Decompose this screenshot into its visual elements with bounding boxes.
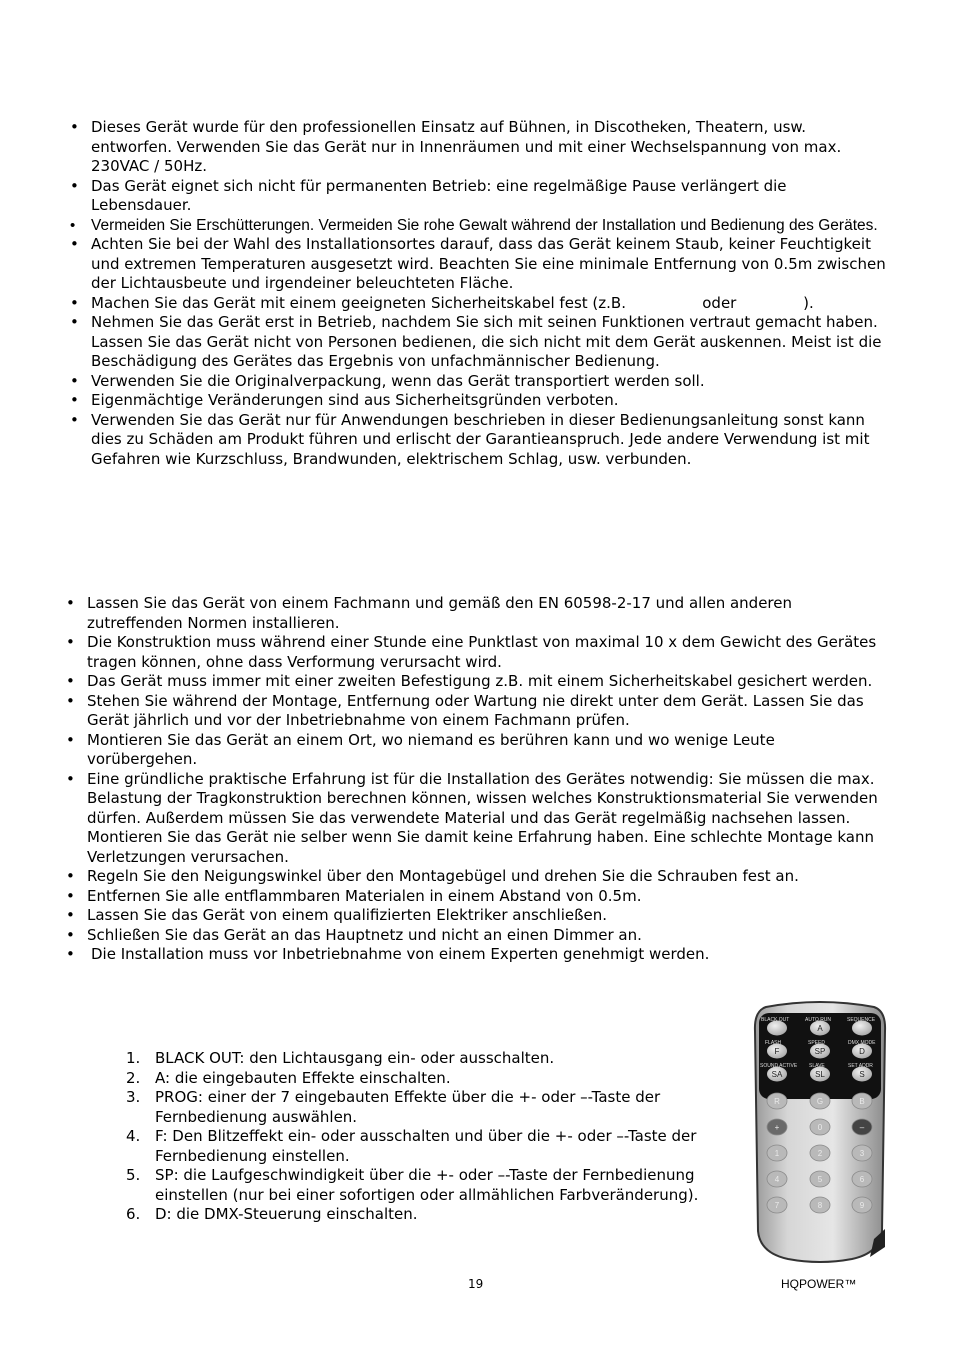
svg-text:AUTO RUN: AUTO RUN bbox=[805, 1017, 832, 1023]
bullet-icon: • bbox=[70, 176, 79, 195]
list-item: • Das Gerät muss immer mit einer zweiten Befestigung z.B. mit einem Sicherheitskabel gesichert werden. bbox=[66, 672, 873, 690]
list-item: • Die Konstruktion muss während einer Stunde eine Punktlast von maximal 10 x dem Gewicht des Gerätes tragen können, ohne dass Verformung verursacht wird. bbox=[66, 633, 877, 671]
remote-button-label: 6 bbox=[859, 1175, 865, 1184]
remote-button-label: SA bbox=[771, 1070, 783, 1079]
bullet-icon: • bbox=[66, 672, 75, 690]
bullet-icon: • bbox=[70, 216, 76, 234]
list-item: 5. SP: die Laufgeschwindigkeit über die +- oder –-Taste der Fernbedienung einstellen (nur bei einer sofortigen oder allmählichen Farbveränderung). bbox=[126, 1166, 699, 1204]
remote-button-label: SP bbox=[814, 1047, 826, 1056]
list-item: • Eine gründliche praktische Erfahrung ist für die Installation des Gerätes notwendig: Sie müssen die max. Belastung der Tragkonstruktion berechnen können, wissen welches Konstruktionsmaterial Sie verwenden dürfen. Außerdem müssen Sie das verwendete Material und das Gerät regelmäßig nachsehen lassen. Montieren Sie das Gerät nie selber wenn Sie damit keine Erfahrung haben. Eine schlechte Montage kann Verletzungen verursachen. bbox=[66, 769, 878, 866]
list-item: • Das Gerät eignet sich nicht für permanenten Betrieb: eine regelmäßige Pause verlängert die Lebensdauer. bbox=[70, 176, 787, 214]
remote-button-label: D bbox=[859, 1047, 865, 1056]
remote-button-label: 8 bbox=[817, 1201, 823, 1210]
list-item: • Lassen Sie das Gerät von einem qualifizierten Elektriker anschließen. bbox=[66, 906, 608, 924]
installation-instructions-list bbox=[66, 594, 887, 965]
svg-text:SEQUENCE: SEQUENCE bbox=[847, 1017, 876, 1023]
bullet-icon: • bbox=[70, 391, 79, 409]
svg-text:BLACK OUT: BLACK OUT bbox=[761, 1017, 790, 1023]
remote-button-label: 7 bbox=[774, 1201, 780, 1210]
remote-button-label: 9 bbox=[859, 1201, 865, 1210]
list-item: • Machen Sie das Gerät mit einem geeigneten Sicherheitskabel fest (z.B. oder ). bbox=[70, 293, 814, 312]
svg-text:DMX MODE: DMX MODE bbox=[848, 1040, 876, 1046]
list-item: • Entfernen Sie alle entflammbaren Materialen in einem Abstand von 0.5m. bbox=[66, 886, 642, 905]
page-number: 19 bbox=[468, 1277, 484, 1291]
remote-button-label: G bbox=[816, 1097, 824, 1106]
bullet-icon: • bbox=[66, 691, 75, 710]
bullet-icon: • bbox=[66, 906, 75, 924]
list-item: • Verwenden Sie das Gerät nur für Anwendungen beschrieben in dieser Bedienungsanleitung sonst kann dies zu Schäden am Produkt führen und erlischt der Garantieanspruch. Jede andere Verwendung ist mit Gefahren wie Kurzschluss, Brandwunden, elektrischem Schlag, usw. verbunden. bbox=[70, 410, 870, 468]
bullet-icon: • bbox=[66, 867, 75, 885]
remote-button-label: – bbox=[859, 1123, 865, 1132]
remote-button-label: 4 bbox=[774, 1175, 780, 1184]
list-item: • Lassen Sie das Gerät von einem Fachmann und gemäß den EN 60598-2-17 und allen anderen zutreffenden Normen installieren. bbox=[66, 594, 793, 632]
remote-button-label: 1 bbox=[774, 1149, 780, 1158]
list-item: 3. PROG: einer der 7 eingebauten Effekte über die +- oder –-Taste der Fernbedienung auswählen. bbox=[126, 1088, 661, 1126]
list-item: • Nehmen Sie das Gerät erst in Betrieb, nachdem Sie sich mit seinen Funktionen vertraut gemacht haben. Lassen Sie das Gerät nicht von Personen bedienen, die sich nicht mit dem Gerät auskennen. Meist ist die Beschädigung des Gerätes das Ergebnis von unfachmännischer Bedienung. bbox=[70, 313, 882, 370]
svg-text:SLAVE: SLAVE bbox=[809, 1063, 825, 1069]
remote-button-label: A bbox=[817, 1024, 823, 1033]
bullet-icon: • bbox=[66, 633, 75, 651]
list-item: • Eigenmächtige Veränderungen sind aus Sicherheitsgründen verboten. bbox=[70, 391, 619, 409]
list-item: 2. A: die eingebauten Effekte einschalten. bbox=[126, 1068, 451, 1087]
bullet-icon: • bbox=[70, 313, 79, 331]
bullet-icon: • bbox=[70, 410, 79, 429]
remote-button-label: 5 bbox=[817, 1175, 823, 1184]
bullet-icon: • bbox=[70, 118, 79, 136]
remote-button-label: B bbox=[859, 1097, 865, 1106]
list-item: • Dieses Gerät wurde für den professionellen Einsatz auf Bühnen, in Discotheken, Theatern, usw. entworfen. Verwenden Sie das Gerät nur in Innenräumen und mit einer Wechselspannung von max. 230VAC / 50Hz. bbox=[70, 118, 842, 175]
safety-instructions-list bbox=[70, 118, 891, 469]
list-item: • Schließen Sie das Gerät an das Hauptnetz und nicht an einen Dimmer an. bbox=[66, 925, 642, 944]
svg-text:SET ADDR: SET ADDR bbox=[848, 1063, 873, 1069]
remote-functions-list bbox=[126, 1049, 725, 1225]
remote-button-label: 2 bbox=[817, 1149, 823, 1158]
bullet-icon: • bbox=[70, 235, 79, 253]
remote-button-label: SL bbox=[815, 1070, 825, 1079]
remote-control-image bbox=[752, 1001, 888, 1263]
bullet-icon: • bbox=[70, 371, 79, 390]
svg-text:SPEED: SPEED bbox=[808, 1040, 825, 1046]
list-item: 1. BLACK OUT: den Lichtausgang ein- oder ausschalten. bbox=[126, 1049, 555, 1067]
remote-button-label: F bbox=[774, 1047, 780, 1056]
list-item: 6. D: die DMX-Steuerung einschalten. bbox=[126, 1205, 418, 1223]
svg-text:SOUND ACTIVE: SOUND ACTIVE bbox=[760, 1063, 798, 1069]
list-item: • Montieren Sie das Gerät an einem Ort, wo niemand es berühren kann und wo wenige Leute vorübergehen. bbox=[66, 730, 775, 768]
remote-button-label: + bbox=[774, 1123, 780, 1132]
list-item: • Regeln Sie den Neigungswinkel über den Montagebügel und drehen Sie die Schrauben fest an. bbox=[66, 867, 799, 885]
svg-text:FLASH: FLASH bbox=[765, 1040, 782, 1046]
list-item: • Vermeiden Sie Erschütterungen. Vermeiden Sie rohe Gewalt während der Installation und Bedienung des Gerätes. bbox=[70, 216, 878, 234]
bullet-icon: • bbox=[66, 886, 75, 905]
remote-button-label: 0 bbox=[817, 1123, 823, 1132]
bullet-icon: • bbox=[70, 293, 79, 312]
bullet-icon: • bbox=[66, 925, 75, 944]
remote-button-label: R bbox=[774, 1097, 780, 1106]
list-item: • Die Installation muss vor Inbetriebnahme von einem Experten genehmigt werden. bbox=[66, 945, 710, 963]
remote-button-label: 3 bbox=[859, 1149, 865, 1158]
bullet-icon: • bbox=[66, 945, 75, 963]
bullet-icon: • bbox=[66, 594, 75, 612]
brand-name: HQPOWER™ bbox=[781, 1277, 857, 1291]
list-item: 4. F: Den Blitzeffekt ein- oder ausschalten und über die +- oder –-Taste der Fernbedienung einstellen. bbox=[126, 1127, 697, 1165]
bullet-icon: • bbox=[66, 730, 75, 749]
list-item: • Verwenden Sie die Originalverpackung, wenn das Gerät transportiert werden soll. bbox=[70, 371, 705, 390]
bullet-icon: • bbox=[66, 769, 75, 788]
list-item: • Achten Sie bei der Wahl des Installationsortes darauf, dass das Gerät keinem Staub, keiner Feuchtigkeit und extremen Temperaturen ausgesetzt wird. Beachten Sie eine minimale Entfernung von 0.5m zwischen der Lichtausbeute und irgendeiner beleuchteten Fläche. bbox=[70, 235, 886, 292]
list-item: • Stehen Sie während der Montage, Entfernung oder Wartung nie direkt unter dem Gerät. Lassen Sie das Gerät jährlich und vor der Inbetriebnahme von einem Fachmann prüfen. bbox=[66, 691, 864, 729]
remote-button-label: S bbox=[859, 1070, 865, 1079]
